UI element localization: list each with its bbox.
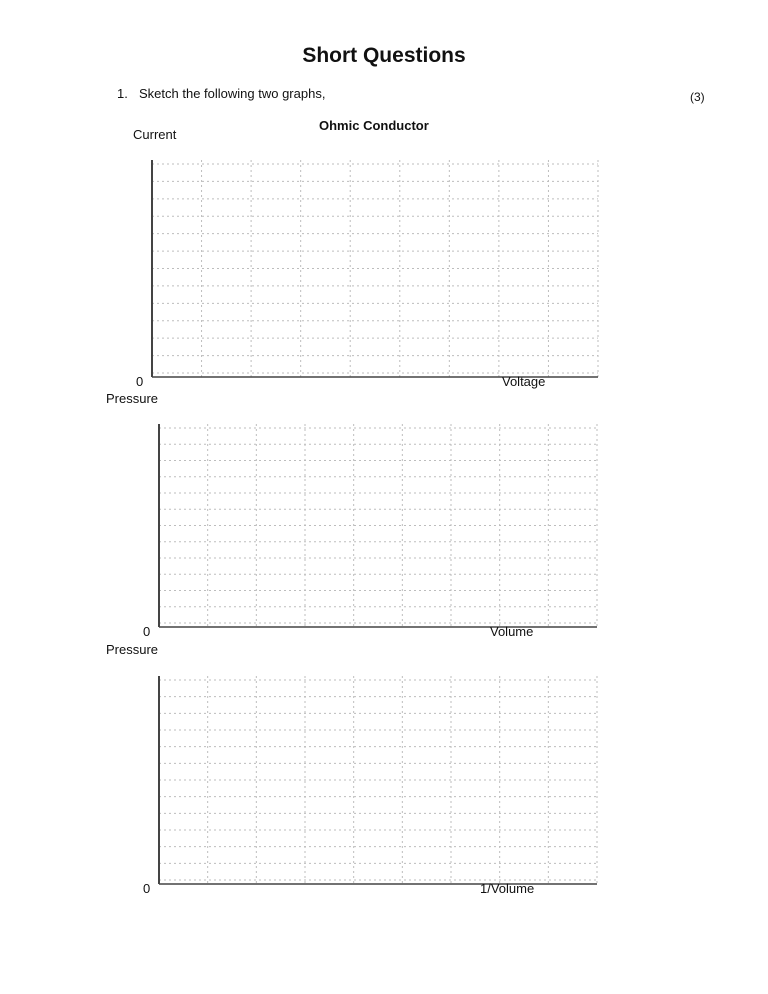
page-title: Short Questions bbox=[302, 44, 466, 67]
graph-1-origin-label: 0 bbox=[136, 374, 144, 389]
question-number: 1. bbox=[117, 86, 128, 101]
question-text: Sketch the following two graphs, bbox=[139, 86, 326, 101]
graph-2-origin-label: 0 bbox=[143, 624, 151, 639]
graph-2-y-label: Pressure bbox=[106, 391, 159, 406]
graph-3-y-label: Pressure bbox=[106, 642, 159, 657]
question-marks: (3) bbox=[690, 90, 705, 104]
graph-2-x-label: Volume bbox=[490, 624, 534, 639]
graph-1-y-label: Current bbox=[133, 127, 177, 142]
graph-1-grid bbox=[150, 158, 598, 378]
graph-1-title: Ohmic Conductor bbox=[319, 118, 429, 133]
graph-3-grid bbox=[157, 674, 597, 885]
graph-3-x-label: 1/Volume bbox=[480, 881, 535, 896]
graph-3-origin-label: 0 bbox=[143, 881, 151, 896]
graph-2-grid bbox=[157, 422, 597, 628]
graph-1-x-label: Voltage bbox=[502, 374, 546, 389]
